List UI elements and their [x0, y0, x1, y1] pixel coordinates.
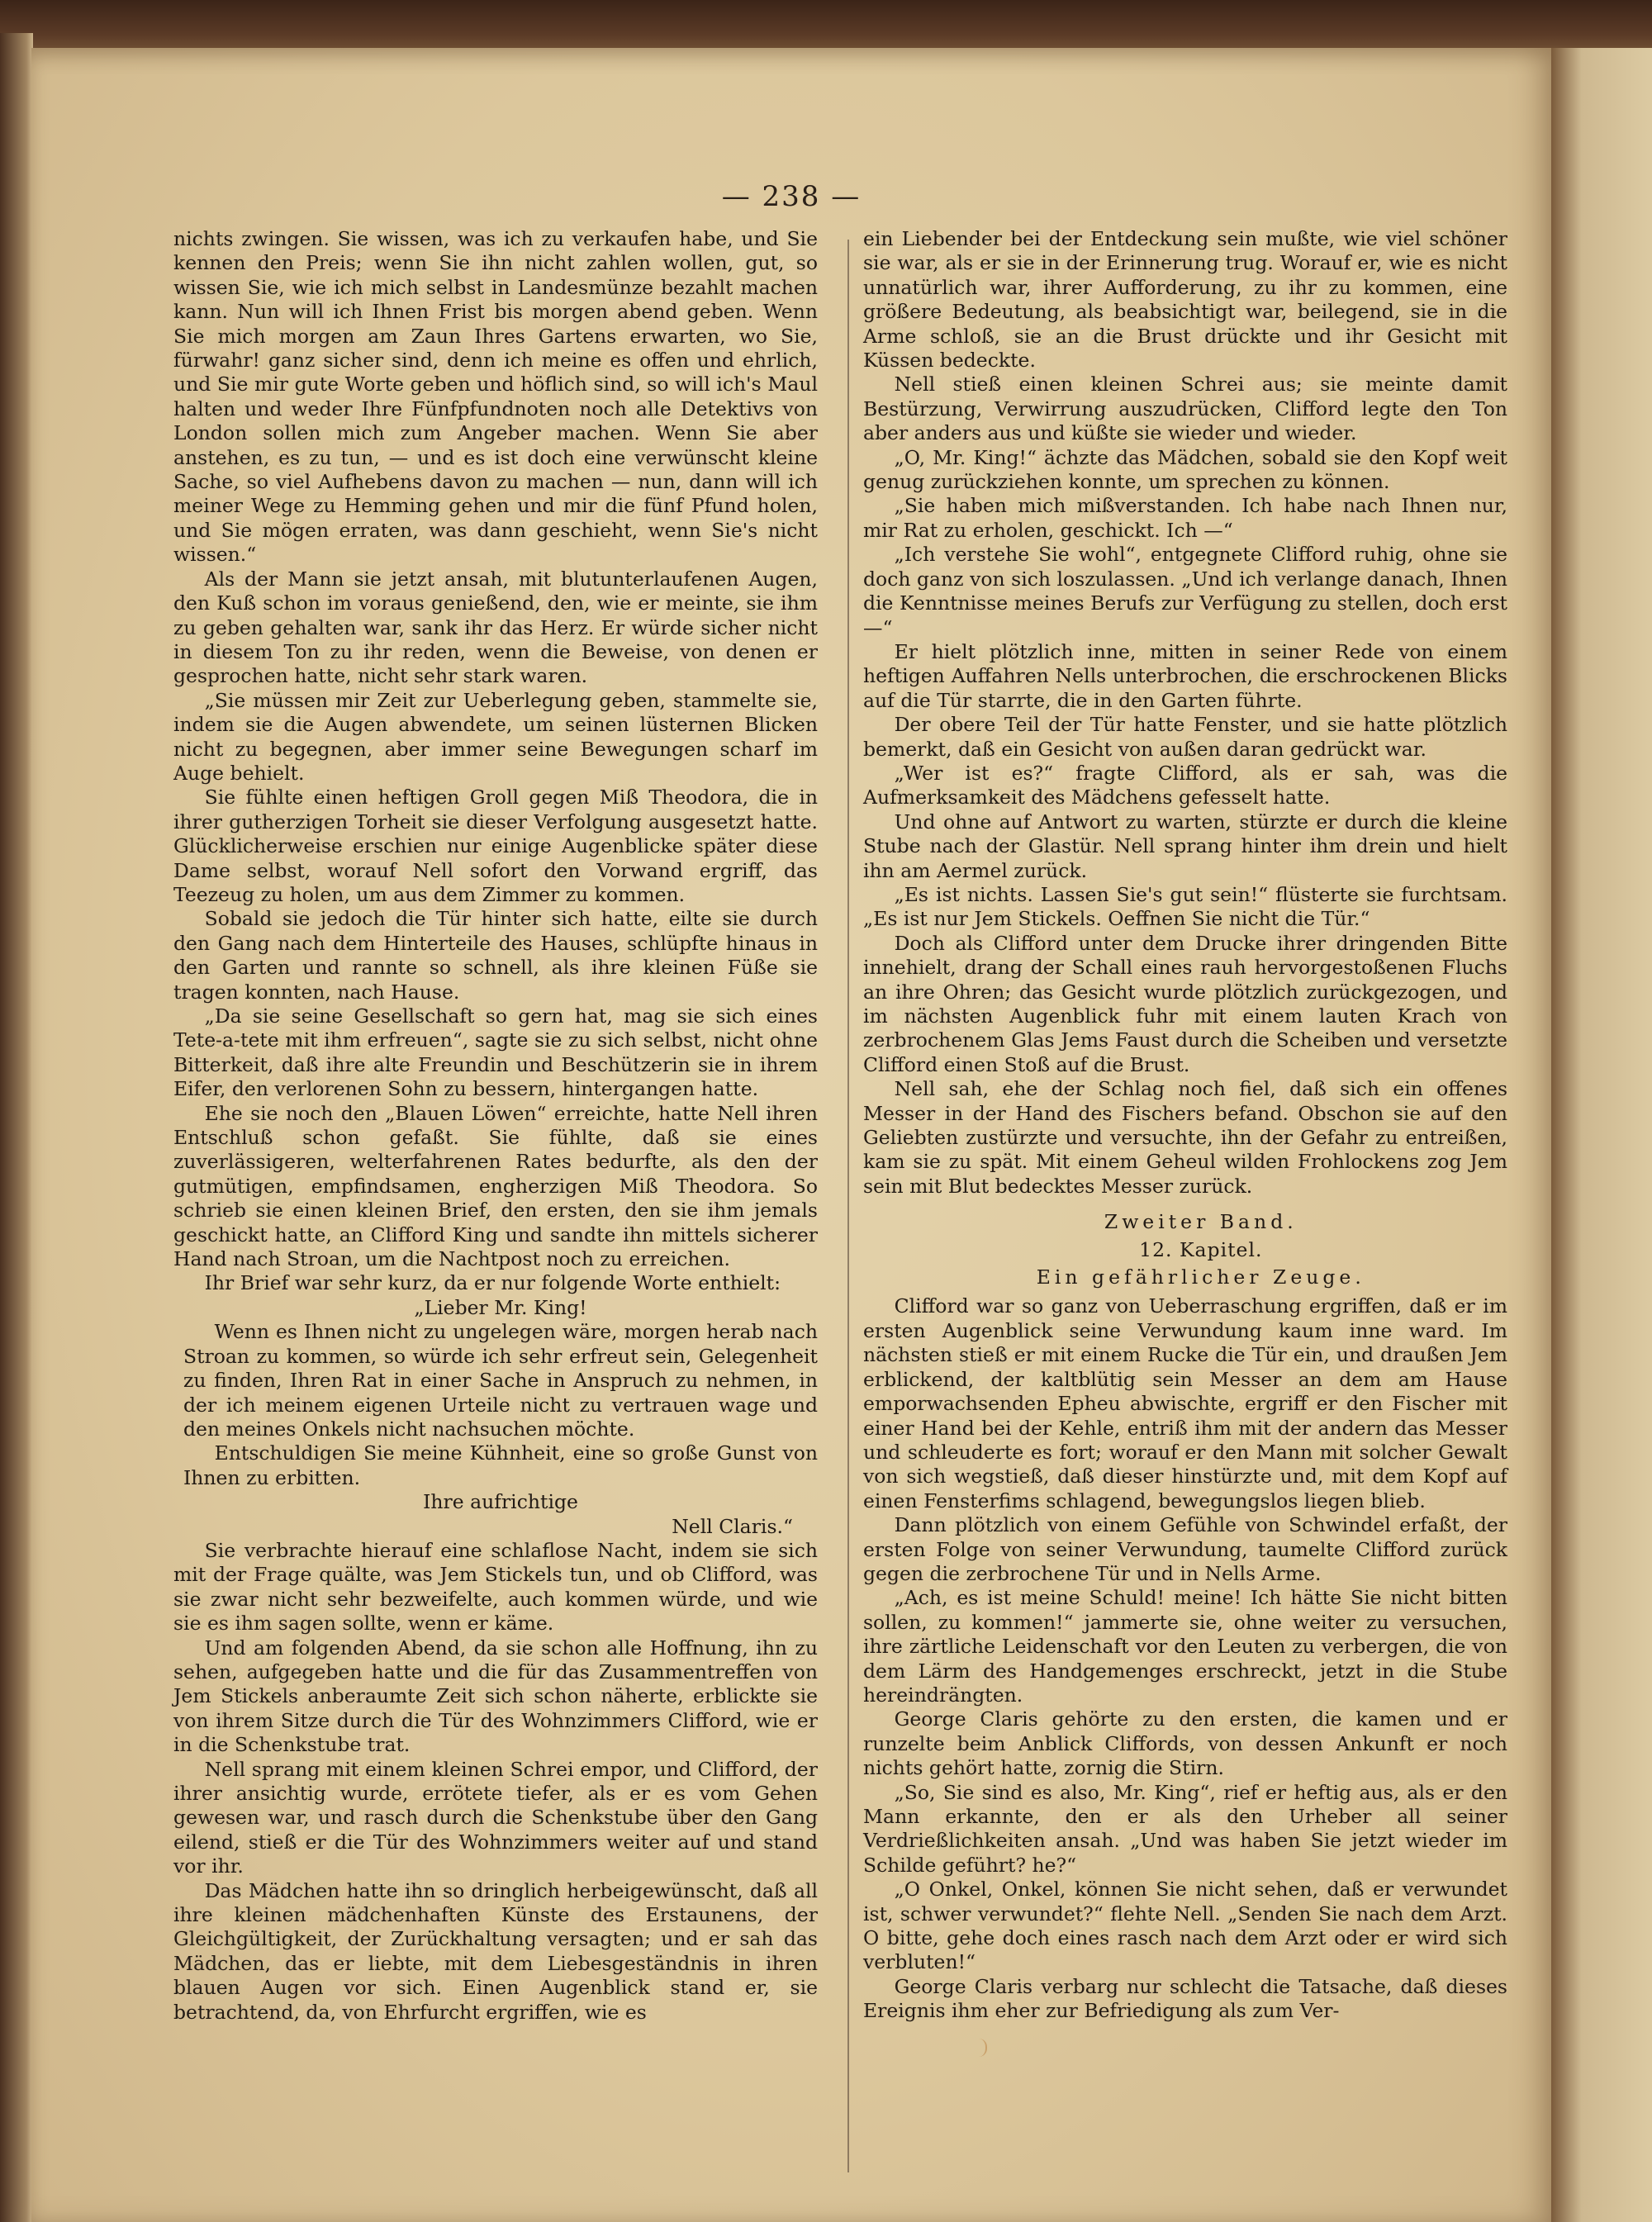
- paragraph: „Ach, es ist meine Schuld! meine! Ich hätte Sie nicht bitten sollen, zu kommen!“ jammerte sie, ohne weiter zu versuchen, ihre zärtliche Leidenschaft vor den Leuten zu verbergen, die von dem Lärm des Handgemenges erschreckt, jetzt in die Stube hereindrängten.: [863, 1586, 1507, 1707]
- paragraph: Und am folgenden Abend, da sie schon alle Hoffnung, ihn zu sehen, aufgegeben hatte und die für das Zusammentreffen von Jem Stickels anberaumte Zeit sich schon näherte, erblickte sie von ihrem Sitze durch die Tür des Wohnzimmers Clifford, wie er in die Schenkstube trat.: [173, 1636, 818, 1757]
- paragraph: Dann plötzlich von einem Gefühle von Schwindel erfaßt, der ersten Folge von seiner Verwundung, taumelte Clifford zurück gegen die zerbrochene Tür und in Nells Arme.: [863, 1513, 1507, 1585]
- paragraph: Und ohne auf Antwort zu warten, stürzte er durch die kleine Stube nach der Glastür. Nell sprang hinter ihm drein und hielt ihn am Aermel zurück.: [863, 810, 1507, 882]
- paragraph: Sobald sie jedoch die Tür hinter sich hatte, eilte sie durch den Gang nach dem Hinterteile des Hauses, schlüpfte hinaus in den Garten und rannte so schnell, als ihre kleinen Füße sie tragen konnten, nach Hause.: [173, 907, 818, 1004]
- paragraph: Ehe sie noch den „Blauen Löwen“ erreichte, hatte Nell ihren Entschluß schon gefaßt. Sie fühlte, daß sie eines zuverlässigeren, welterfahrenen Rates bedurfte, als den der gutmütigen, empfindsamen, engherzigen Miß Theodora. So schrieb sie einen kleinen Brief, den ersten, den sie ihm jemals geschickt hatte, an Clifford King und sandte ihn mittels sicherer Hand nach Stroan, um die Nachtpost noch zu erreichen.: [173, 1101, 818, 1271]
- paragraph: „O, Mr. King!“ ächzte das Mädchen, sobald sie den Kopf weit genug zurückziehen konnte, um sprechen zu können.: [863, 445, 1507, 494]
- paragraph: „So, Sie sind es also, Mr. King“, rief er heftig aus, als er den Mann erkannte, den er als den Urheber all seiner Verdrießlichkeiten ansah. „Und was haben Sie jetzt wieder im Schilde geführt? he?“: [863, 1780, 1507, 1877]
- paragraph: Doch als Clifford unter dem Drucke ihrer dringenden Bitte innehielt, drang der Schall eines rauh hervorgestoßenen Fluchs an ihre Ohren; das Gesicht wurde plötzlich zurückgezogen, und im nächsten Augenblick fuhr mit einem lauten Krach von zerbrochenem Glas Jems Faust durch die Scheiben und versetzte Clifford einen Stoß auf die Brust.: [863, 931, 1507, 1076]
- paragraph: Ihr Brief war sehr kurz, da er nur folgende Worte enthielt:: [204, 1271, 781, 1295]
- paragraph: Der obere Teil der Tür hatte Fenster, und sie hatte plötzlich bemerkt, daß ein Gesicht von außen daran gedrückt war.: [863, 713, 1507, 761]
- chapter-number: 12. Kapitel.: [1139, 1237, 1263, 1261]
- paragraph: Er hielt plötzlich inne, mitten in seiner Rede von einem heftigen Auffahren Nells unterbrochen, die erschrockenen Blicks auf die Tür starrte, die in den Garten führte.: [863, 639, 1507, 712]
- letter-closing: Ihre aufrichtige: [423, 1490, 578, 1514]
- paragraph: Nell sprang mit einem kleinen Schrei empor, und Clifford, der ihrer ansichtig wurde, errötete tiefer, als er es vom Gehen gewesen war, und rasch durch die Schenkstube über den Gang eilend, stieß er die Tür des Wohnzimmers weiter auf und stand vor ihr.: [173, 1757, 818, 1878]
- paragraph: Nell sah, ehe der Schlag noch fiel, daß sich ein offenes Messer in der Hand des Fischers befand. Obschon sie auf den Geliebten zustürzte und versuchte, ihn der Gefahr zu entreißen, kam sie zu spät. Mit einem Geheul wilden Frohlockens zog Jem sein mit Blut bedecktes Messer zurück.: [863, 1077, 1507, 1198]
- letter: [173, 1296, 818, 1539]
- column-divider: [847, 240, 849, 2172]
- facing-page-edge: [1551, 48, 1652, 2222]
- paragraph: Sie fühlte einen heftigen Groll gegen Miß Theodora, die in ihrer gutherzigen Torheit sie dieser Verfolgung ausgesetzt hatte. Glücklicherweise erschien nur einige Augenblicke später diese Dame selbst, worauf Nell sofort den Vorwand ergriff, das Teezeug zu holen, um aus dem Zimmer zu kommen.: [173, 786, 818, 906]
- paragraph: Sie verbrachte hierauf eine schlaflose Nacht, indem sie sich mit der Frage quälte, was Jem Stickels tun, und ob Clifford, was sie zwar nicht sehr bezweifelte, auch kommen würde, und wie sie es ihm sagen sollte, wenn er käme.: [173, 1538, 818, 1636]
- letter-signature: Nell Claris.“: [672, 1514, 793, 1538]
- paragraph: George Claris gehörte zu den ersten, die kamen und er runzelte beim Anblick Cliffords, von dessen Ankunft er noch nichts gehört hatte, zornig die Stirn.: [863, 1707, 1507, 1780]
- right-column: [863, 227, 1507, 2024]
- page-number: — 238 —: [721, 180, 862, 213]
- letter-paragraph: Entschuldigen Sie meine Kühnheit, eine so große Gunst von Ihnen zu erbitten.: [183, 1441, 818, 1489]
- paragraph: Clifford war so ganz von Ueberraschung ergriffen, daß er im ersten Augenblick seine Verwundung kaum inne ward. Im nächsten stieß er mit einem Rucke die Tür ein, und draußen Jem erblickend, der kaltblütig sein Messer an dem am Hause emporwachsenden Epheu abwischte, ergriff er den Fischer mit einer Hand bei der Kehle, entriß ihm mit der andern das Messer und schleuderte es fort; worauf er den Mann mit solcher Gewalt von sich wegstieß, daß dieser hinstürzte und, mit dem Kopf auf einen Fensterfims schlagend, bewegungslos liegen blieb.: [863, 1294, 1507, 1512]
- paragraph: Das Mädchen hatte ihn so dringlich herbeigewünscht, daß all ihre kleinen mädchenhaften Künste des Erstaunens, der Gleichgültigkeit, der Zurückhaltung versagten; und er sah das Mädchen, das er liebte, mit dem Liebesgeständnis in ihren blauen Augen vor sich. Einen Augenblick stand er, sie betrachtend, da, von Ehrfurcht ergriffen, wie es: [173, 1878, 818, 2024]
- paragraph: nichts zwingen. Sie wissen, was ich zu verkaufen habe, und Sie kennen den Preis; wenn Sie ihn nicht zahlen wollen, gut, so wissen Sie, wie ich mich selbst in Landesmünze bezahlt machen kann. Nun will ich Ihnen Frist bis morgen abend geben. Wenn Sie mich morgen am Zaun Ihres Gartens erwarten, wo Sie, fürwahr! ganz sicher sind, denn ich meine es offen und ehrlich, und Sie mir gute Worte geben und höflich sind, so will ich's Maul halten und weder Ihre Fünfpfundnoten noch alle Detektivs von London sollen mich zum Angeber machen. Wenn Sie aber anstehen, es zu tun, — und es ist doch eine verwünscht kleine Sache, so viel Aufhebens davon zu machen — nun, dann will ich meiner Wege zu Hemming gehen und mir die fünf Pfund holen, und Sie mögen erraten, was dann geschieht, wenn Sie's nicht wissen.“: [173, 227, 818, 567]
- paragraph: Als der Mann sie jetzt ansah, mit blutunterlaufenen Augen, den Kuß schon im voraus genießend, den, wie er meinte, sie ihm zu geben gehalten war, sank ihr das Herz. Er würde sicher nicht in diesem Ton zu ihr reden, wenn die Beweise, von denen er gesprochen hatte, nicht sehr stark waren.: [173, 567, 818, 688]
- volume-heading: Zweiter Band.: [1104, 1210, 1298, 1234]
- paragraph: „Ich verstehe Sie wohl“, entgegnete Clifford ruhig, ohne sie doch ganz von sich loszulassen. „Und ich verlange danach, Ihnen die Kenntnisse meines Berufs zur Verfügung zu stellen, doch erst —“: [863, 543, 1507, 639]
- paragraph: „Wer ist es?“ fragte Clifford, als er sah, was die Aufmerksamkeit des Mädchens gefesselt hatte.: [863, 761, 1507, 810]
- paragraph: „Da sie seine Gesellschaft so gern hat, mag sie sich eines Tete-a-tete mit ihm erfreuen“, sagte sie zu sich selbst, nicht ohne Bitterkeit, daß ihre alte Freundin und Beschützerin sie in ihrem Eifer, den verlorenen Sohn zu bessern, hintergangen hatte.: [173, 1004, 818, 1101]
- paragraph: George Claris verbarg nur schlecht die Tatsache, daß dieses Ereignis ihm eher zur Befriedigung als zum Ver-: [863, 1974, 1507, 2023]
- binding-left-edge: [0, 33, 33, 2222]
- left-column: [173, 227, 818, 2025]
- paragraph: „Sie haben mich mißverstanden. Ich habe nach Ihnen nur, mir Rat zu erholen, geschickt. Ich —“: [863, 494, 1507, 542]
- paragraph: Nell stieß einen kleinen Schrei aus; sie meinte damit Bestürzung, Verwirrung auszudrücken, Clifford legte den Ton aber anders aus und küßte sie wieder und wieder.: [863, 373, 1507, 445]
- letter-greeting: „Lieber Mr. King!: [414, 1295, 587, 1319]
- paragraph: „Es ist nichts. Lassen Sie's gut sein!“ flüsterte sie furchtsam. „Es ist nur Jem Stickels. Oeffnen Sie nicht die Tür.“: [863, 882, 1507, 931]
- paragraph: „O Onkel, Onkel, können Sie nicht sehen, daß er verwundet ist, schwer verwundet?“ flehte Nell. „Senden Sie nach dem Arzt. O bitte, gehe doch eines rasch nach dem Arzt oder er wird sich verbluten!“: [863, 1878, 1507, 1974]
- paragraph: ein Liebender bei der Entdeckung sein mußte, wie viel schöner sie war, als er sie in der Erinnerung trug. Worauf er, wie es nicht unnatürlich war, ihrer Aufforderung, zu ihr zu kommen, eine größere Bedeutung, als beabsichtigt war, beilegend, sie in die Arme schloß, sie an die Brust drückte und ihr Gesicht mit Küssen bedeckte.: [863, 227, 1507, 373]
- chapter-title: Ein gefährlicher Zeuge.: [1036, 1265, 1365, 1289]
- letter-paragraph: Wenn es Ihnen nicht zu ungelegen wäre, morgen herab nach Stroan zu kommen, so würde ich sehr erfreut sein, Gelegenheit zu finden, Ihren Rat in einer Sache in Anspruch zu nehmen, in der ich meinem eigenen Urteile nicht zu vertrauen wage und den meines Onkels nicht nachsuchen möchte.: [183, 1320, 818, 1441]
- paragraph: „Sie müssen mir Zeit zur Ueberlegung geben, stammelte sie, indem sie die Augen abwendete, um seinen lüsternen Blicken nicht zu begegnen, aber immer seine Bewegungen scharf im Auge behielt.: [173, 688, 818, 785]
